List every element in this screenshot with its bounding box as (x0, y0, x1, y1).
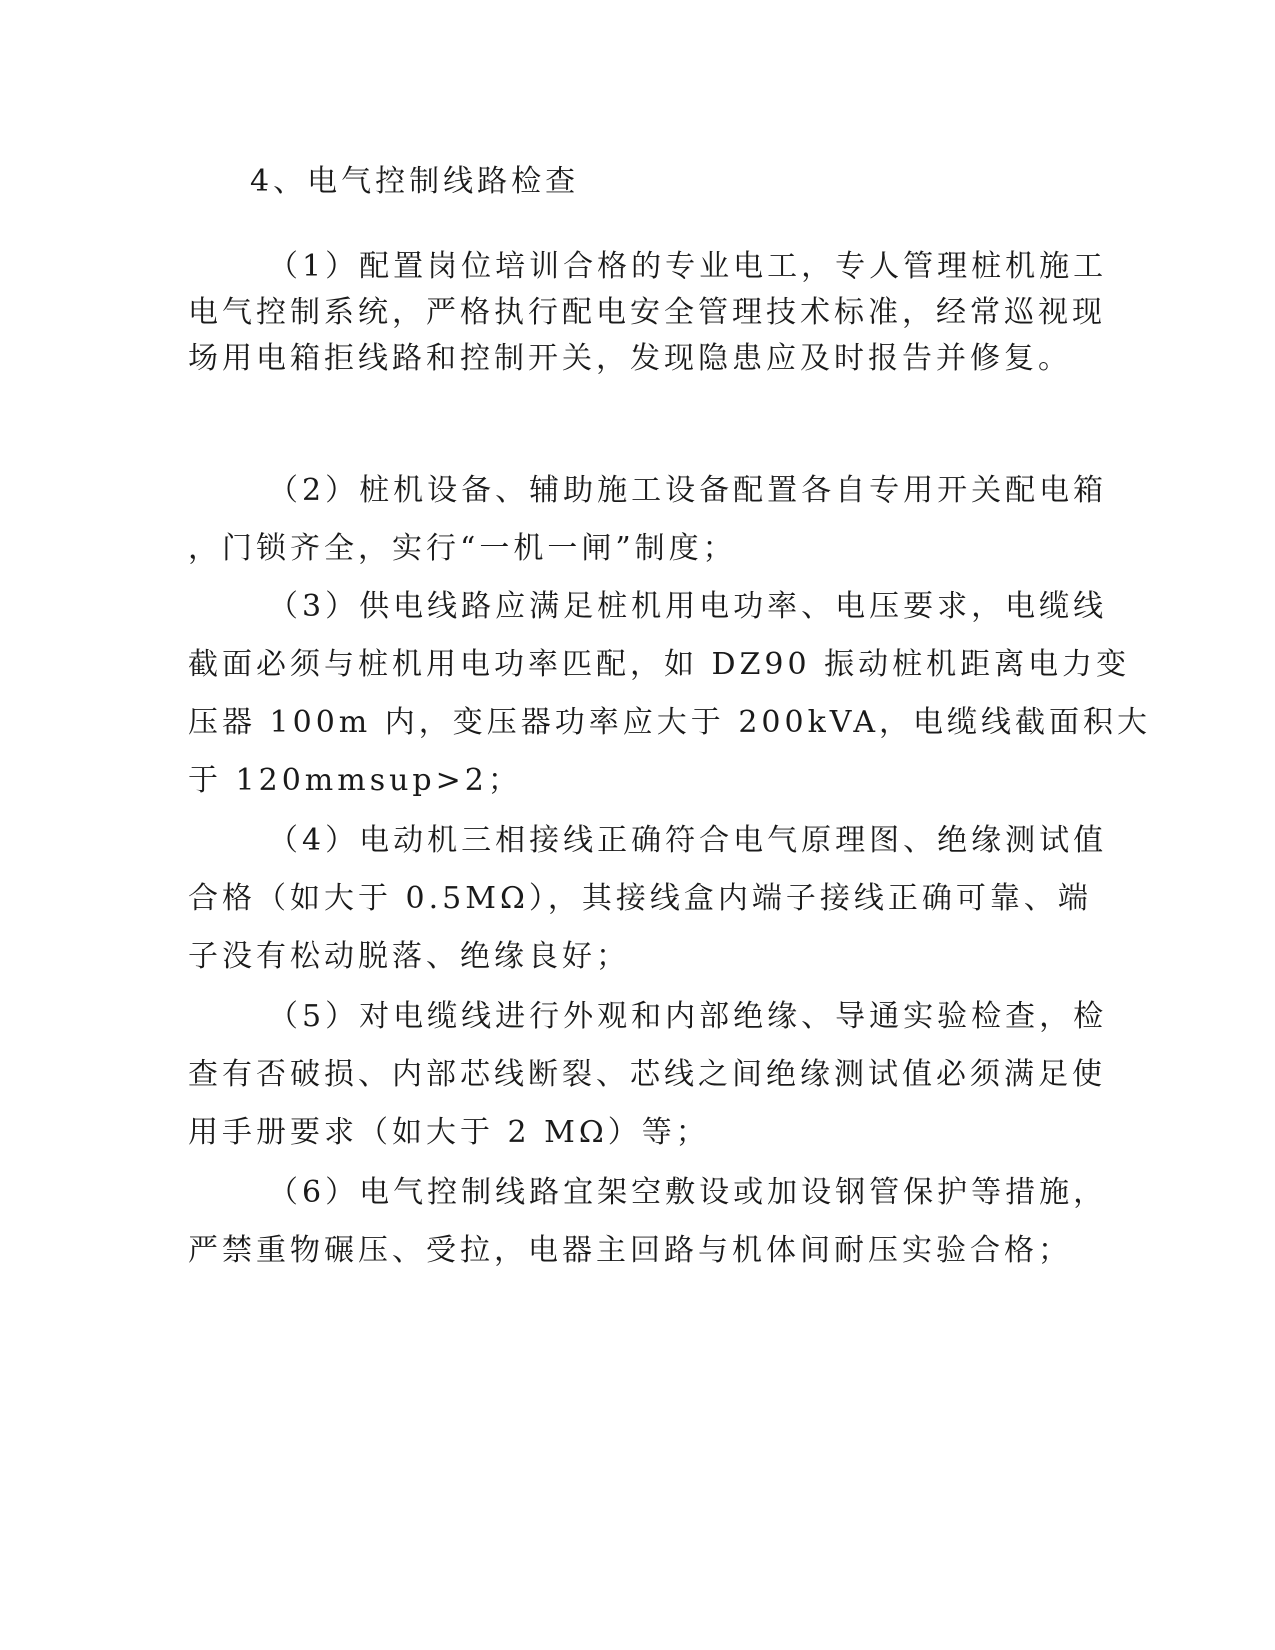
section-heading: 4、电气控制线路检查 (250, 164, 580, 199)
paragraph-line: 压器 100m 内，变压器功率应大于 200kVA，电缆线截面积大 (188, 705, 1152, 740)
paragraph-6 (188, 1164, 1108, 1280)
paragraph-line: （5）对电缆线进行外观和内部绝缘、导通实验检查，检 (268, 999, 1108, 1034)
paragraph-line: 用手册要求（如大于 2 MΩ）等； (188, 1115, 710, 1150)
paragraph-line: 严禁重物碾压、受拉，电器主回路与机体间耐压实验合格； (188, 1233, 1072, 1268)
paragraph-line: 截面必须与桩机用电功率匹配，如 DZ90 振动桩机距离电力变 (188, 647, 1131, 682)
paragraph-line: 查有否破损、内部芯线断裂、芯线之间绝缘测试值必须满足使 (188, 1057, 1106, 1092)
paragraph-line: （4）电动机三相接线正确符合电气原理图、绝缘测试值 (268, 823, 1108, 858)
paragraph-2 (188, 462, 1108, 578)
paragraph-line: （1）配置岗位培训合格的专业电工，专人管理桩机施工 (268, 249, 1108, 284)
paragraph-1 (188, 244, 1108, 382)
paragraph-line: （2）桩机设备、辅助施工设备配置各自专用开关配电箱 (268, 473, 1108, 508)
paragraph-line: （3）供电线路应满足桩机用电功率、电压要求，电缆线 (268, 589, 1108, 624)
paragraph-3 (188, 578, 1152, 810)
paragraph-line: 场用电箱拒线路和控制开关，发现隐患应及时报告并修复。 (188, 341, 1072, 376)
paragraph-5 (188, 988, 1108, 1162)
paragraph-line: 合格（如大于 0.5MΩ），其接线盒内端子接线正确可靠、端 (188, 881, 1092, 916)
paragraph-line: （6）电气控制线路宜架空敷设或加设钢管保护等措施， (268, 1175, 1108, 1210)
paragraph-line: 电气控制系统，严格执行配电安全管理技术标准，经常巡视现 (188, 295, 1106, 330)
paragraph-line: 于 120mmsup>2； (188, 763, 522, 798)
paragraph-4 (188, 812, 1108, 986)
paragraph-line: 子没有松动脱落、绝缘良好； (188, 939, 630, 974)
paragraph-line: ，门锁齐全，实行“一机一闸”制度； (188, 531, 737, 566)
